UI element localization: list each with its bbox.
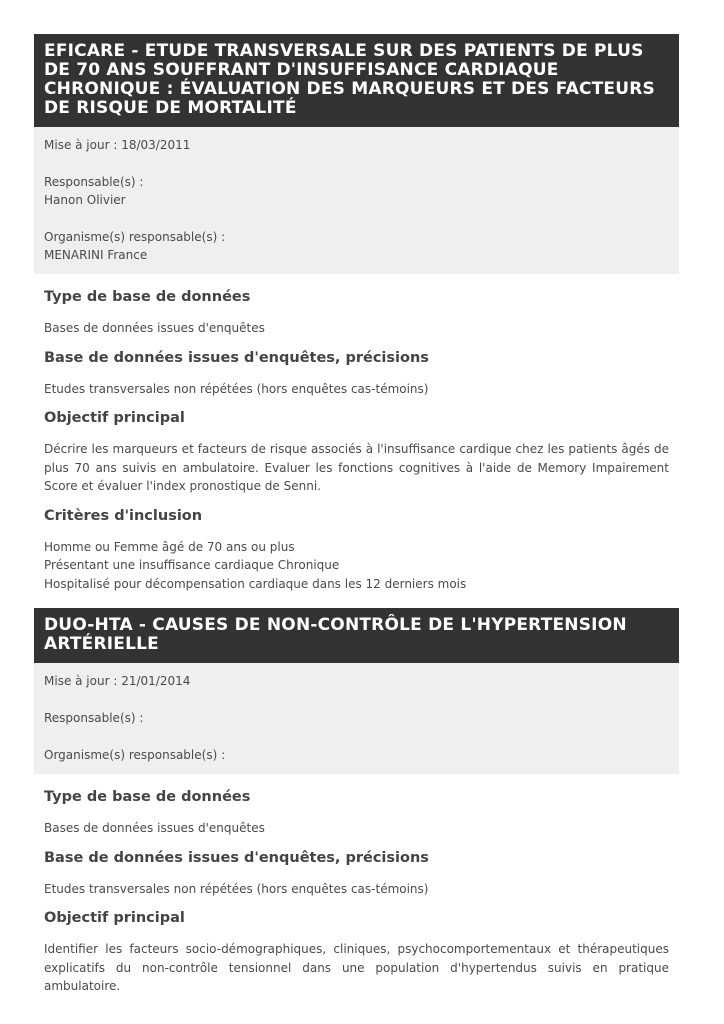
section-heading: Base de données issues d'enquêtes, précisions [44,349,429,366]
section-type-base [34,288,679,338]
section-text: Etudes transversales non répétées (hors enquêtes cas-témoins) [44,881,429,896]
section-precisions [34,849,679,899]
responsables-label: Responsable(s) : [44,711,144,725]
criteria-line: Hospitalisé pour décompensation cardiaque dans les 12 derniers mois [44,576,467,591]
criteria-line: Présentant une insuffisance cardiaque Chronique [44,558,340,572]
responsables-value: Hanon Olivier [44,193,126,207]
study-entry-eficare [34,34,679,593]
section-heading: Critères d'inclusion [44,507,203,524]
study-title: DUO-HTA - CAUSES DE NON-CONTRÔLE DE L'HYPERTENSION ARTÉRIELLE [34,608,679,663]
study-title: EFICARE - ETUDE TRANSVERSALE SUR DES PATIENTS DE PLUS DE 70 ANS SOUFFRANT D'INSUFFISANCE CARDIAQUE CHRONIQUE : ÉVALUATION DES MARQUEURS ET DES FACTEURS DE RISQUE DE MORTALITÉ [34,34,679,127]
section-heading: Type de base de données [44,289,251,305]
section-text: Bases de données issues d'enquêtes [44,821,265,835]
section-heading: Type de base de données [44,789,251,805]
organismes-value: MENARINI France [44,248,148,262]
section-type-base [34,788,679,838]
study-entry-duo-hta [34,608,679,996]
update-date: Mise à jour : 18/03/2011 [44,138,191,152]
section-text: Etudes transversales non répétées (hors enquêtes cas-témoins) [44,381,429,396]
criteria-line: Homme ou Femme âgé de 70 ans ou plus [44,539,295,554]
section-text: Identifier les facteurs socio-démographiques, cliniques, psychocomportementaux et thérapeutiques explicatifs du non-contrôle tensionnel dans une population d'hypertendus suivis en pratique ambulatoire. [44,942,669,993]
section-text: Décrire les marqueurs et facteurs de risque associés à l'insuffisance cardique chez les patients âgés de plus 70 ans suivis en ambulatoire. Evaluer les fonctions cognitives à l'aide de Memory Impairement Score et évaluer l'index pronostique de Senni. [44,442,669,493]
study-meta-box [34,127,679,274]
section-text: Bases de données issues d'enquêtes [44,321,265,335]
organismes-label: Organisme(s) responsable(s) : [44,748,226,762]
responsables-label: Responsable(s) : [44,175,144,189]
section-heading: Objectif principal [44,410,185,426]
section-precisions [34,349,679,399]
section-heading: Base de données issues d'enquêtes, précisions [44,849,429,866]
section-objectif [34,409,679,496]
section-objectif [34,909,679,996]
section-heading: Objectif principal [44,910,185,926]
study-meta-box [34,663,679,774]
update-date: Mise à jour : 21/01/2014 [44,674,191,688]
organismes-label: Organisme(s) responsable(s) : [44,230,226,244]
section-criteres [34,507,679,594]
